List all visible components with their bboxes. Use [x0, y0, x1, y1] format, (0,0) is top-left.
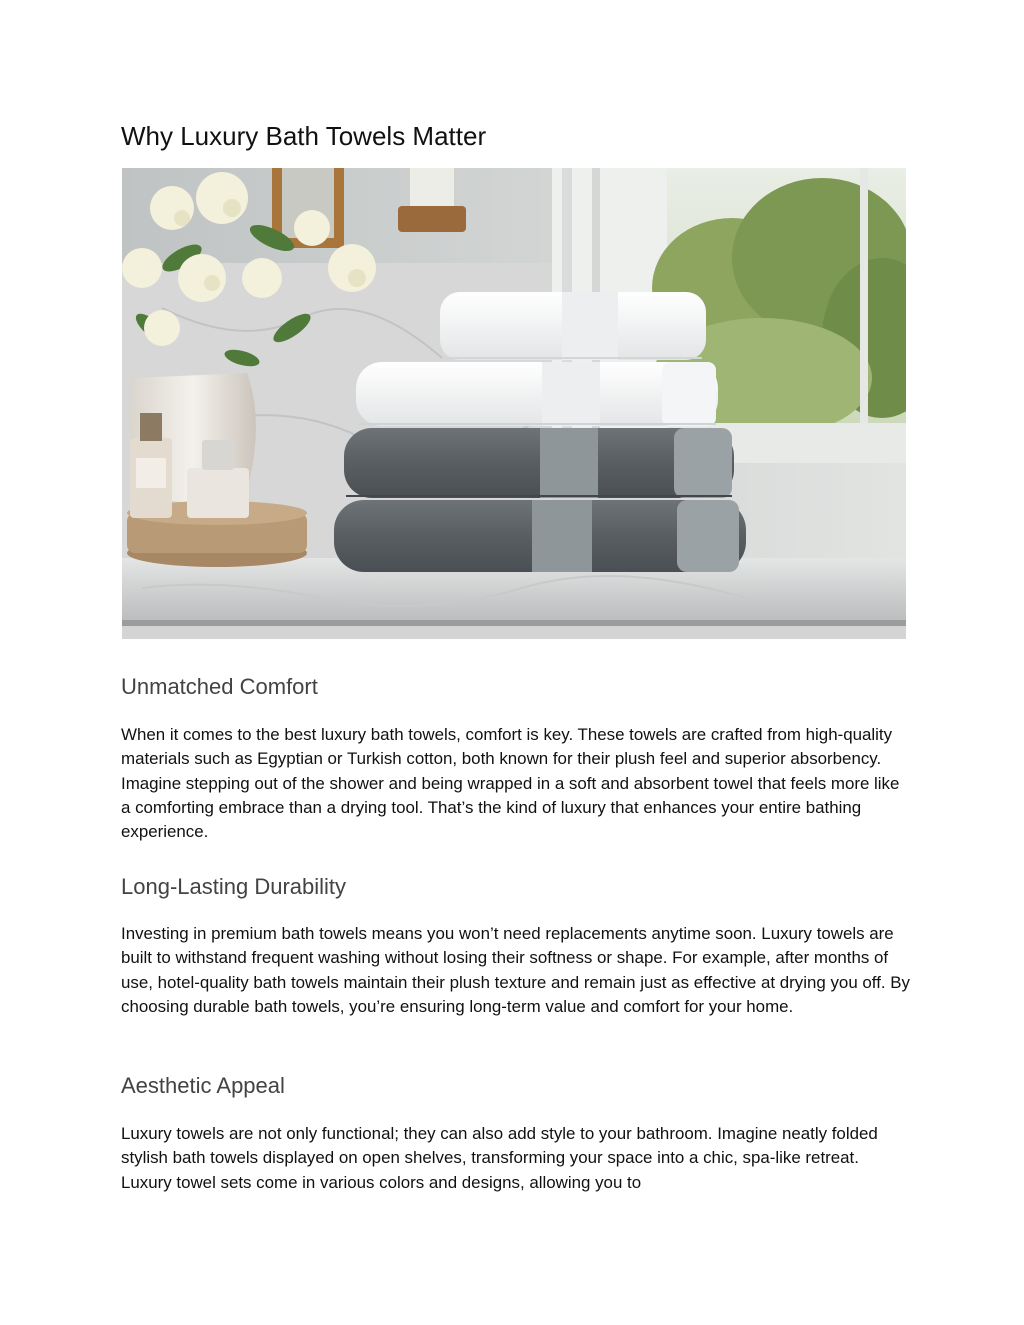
section-heading-comfort: Unmatched Comfort [121, 674, 318, 699]
section-body-aesthetic: Luxury towels are not only functional; they can also add style to your bathroom. Imagine neatly folded stylish bath towels displayed on open shelves, transforming your space into a chic, spa-like retreat. Luxury towel sets come in various colors and designs, allowing you to [121, 1124, 878, 1192]
page-title: Why Luxury Bath Towels Matter [121, 121, 487, 151]
section-body-comfort: When it comes to the best luxury bath towels, comfort is key. These towels are crafted from high-quality materials such as Egyptian or Turkish cotton, both known for their plush feel and superior absorbency. Imagine stepping out of the shower and being wrapped in a soft and absorbent towel that feels more like a comforting embrace than a drying tool. That’s the kind of luxury that enhances your entire bathing experience. [121, 725, 900, 842]
section-heading-aesthetic: Aesthetic Appeal [121, 1073, 285, 1098]
towel-stack-illustration [122, 168, 906, 639]
section-heading-durability: Long-Lasting Durability [121, 874, 347, 899]
hero-image [122, 168, 906, 639]
section-body-durability: Investing in premium bath towels means you won’t need replacements anytime soon. Luxury towels are built to withstand frequent washing without losing their softness or shape. For example, after months of use, hotel-quality bath towels maintain their plush texture and remain just as effective at drying you off. By choosing durable bath towels, you’re ensuring long-term value and comfort for your home. [121, 924, 910, 1016]
